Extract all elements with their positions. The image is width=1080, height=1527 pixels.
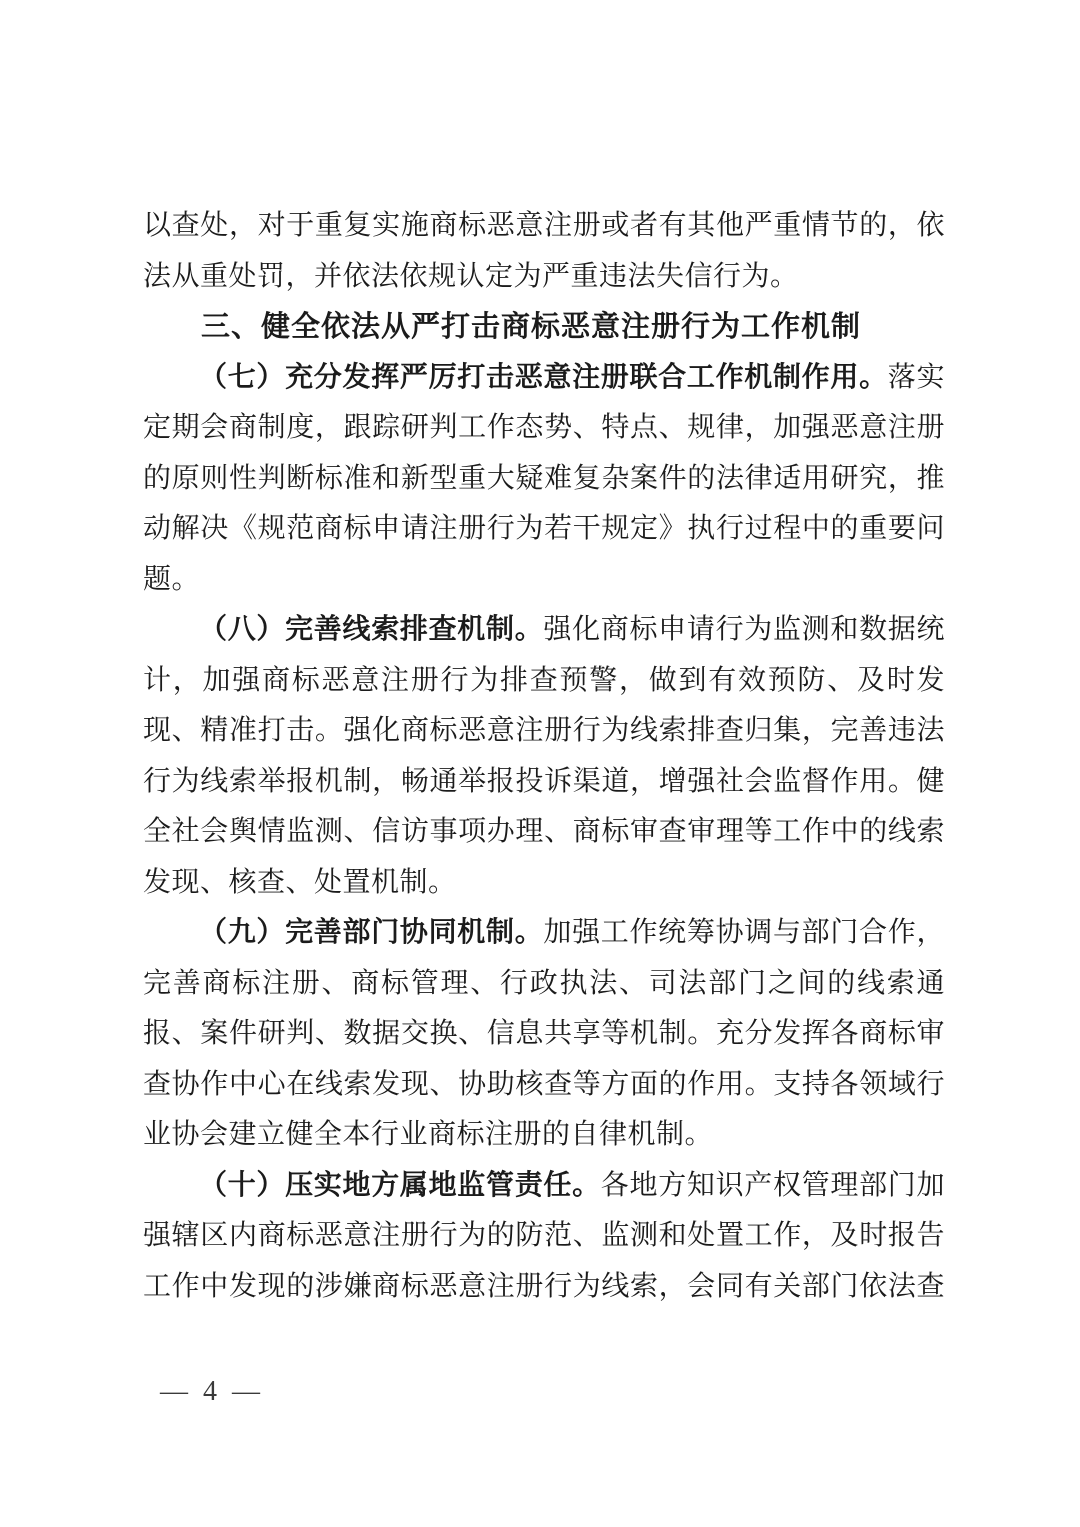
paragraph-item-10 <box>143 1161 945 1313</box>
paragraph-item-9 <box>143 908 945 1161</box>
paragraph-item-7-lead: （七）充分发挥严厉打击恶意注册联合工作机制作用。 <box>199 361 888 393</box>
paragraph-item-9-text: 加强工作统筹协调与部门合作，完善商标注册、商标管理、行政执法、司法部门之间的线索通报、案件研判、数据交换、信息共享等机制。充分发挥各商标审查协作中心在线索发现、协助核查等方面的作用。支持各领域行业协会建立健全本行业商标注册的自律机制。 <box>143 917 945 1150</box>
paragraph-item-9-lead: （九）完善部门协同机制。 <box>199 917 544 948</box>
paragraph-item-8-lead: （八）完善线索排查机制。 <box>199 614 544 645</box>
page-number: — 4 — <box>160 1376 264 1407</box>
paragraph-item-7-text: 落实定期会商制度，跟踪研判工作态势、特点、规律，加强恶意注册的原则性判断标准和新型重大疑难复杂案件的法律适用研究，推动解决《规范商标申请注册行为若干规定》执行过程中的重要问题。 <box>143 361 945 595</box>
paragraph-item-10-text: 各地方知识产权管理部门加强辖区内商标恶意注册行为的防范、监测和处置工作，及时报告工作中发现的涉嫌商标恶意注册行为线索，会同有关部门依法查 <box>143 1169 945 1302</box>
page-footer <box>160 1377 264 1407</box>
paragraph-carryover <box>143 201 945 302</box>
paragraph-item-8 <box>143 605 945 908</box>
paragraph-item-7 <box>143 353 945 606</box>
document-body <box>143 201 945 1312</box>
paragraph-item-8-text: 强化商标申请行为监测和数据统计，加强商标恶意注册行为排查预警，做到有效预防、及时发现、精准打击。强化商标恶意注册行为线索排查归集，完善违法行为线索举报机制，畅通举报投诉渠道，增强社会监督作用。健全社会舆情监测、信访事项办理、商标审查审理等工作中的线索发现、核查、处置机制。 <box>143 614 945 898</box>
section-heading: 三、健全依法从严打击商标恶意注册行为工作机制 <box>201 311 862 343</box>
paragraph-carryover-text: 以查处，对于重复实施商标恶意注册或者有其他严重情节的，依法从重处罚，并依法依规认定为严重违法失信行为。 <box>143 210 945 292</box>
paragraph-item-10-lead: （十）压实地方属地监管责任。 <box>199 1169 601 1201</box>
